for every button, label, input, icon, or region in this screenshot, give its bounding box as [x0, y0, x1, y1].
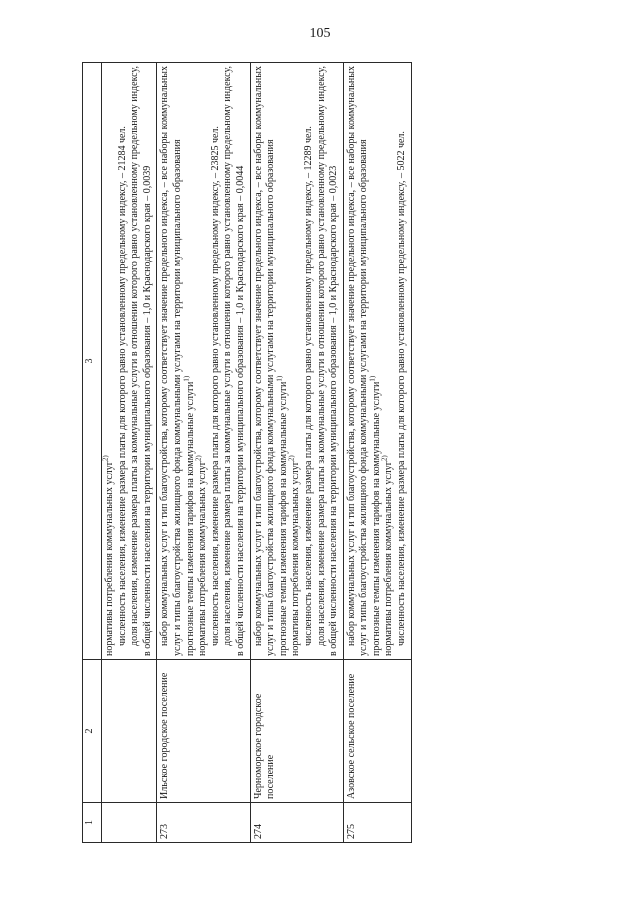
rotated-table-frame: [82, 63, 603, 843]
row-detail-line: набор коммунальных услуг и тип благоустройства, которому соответствует значение предельного индекса, – все наборы коммунальных услуг и типы благоустройства жилищного фонда коммунальными услугами на территории муниципального образования: [159, 66, 183, 656]
row-detail-line: прогнозные темпы изменения тарифов на коммунальные услуги: [370, 381, 382, 656]
footnote-mark: 2): [101, 455, 110, 462]
row-detail-line: нормативы потребления коммунальных услуг: [197, 461, 209, 656]
row-details-cell: [157, 63, 250, 660]
footnote-mark: 2): [381, 455, 390, 462]
settlement-name-cell: [102, 660, 157, 803]
table-row: [250, 63, 343, 843]
footnote-mark: 2): [287, 455, 296, 462]
row-detail-line: доля населения, изменение размера платы за коммунальные услуги в отношении которого равно установленному предельному индексу, в общей численности населения на территории муниципального образования – 1,0 и Краснодарского края – 0,0039: [129, 66, 153, 656]
row-number-cell: 273: [157, 803, 250, 843]
settlement-name-cell: Азовское сельское поселение: [343, 660, 411, 803]
row-detail-line: доля населения, изменение размера платы за коммунальные услуги в отношении которого равно установленному предельному индексу, в общей численности населения на территории муниципального образования – 1,0 и Краснодарского края – 0,0044: [222, 66, 246, 656]
row-detail-line: прогнозные темпы изменения тарифов на коммунальные услуги: [277, 381, 289, 656]
header-col-2: 2: [83, 660, 102, 803]
row-detail-line: прогнозные темпы изменения тарифов на коммунальные услуги: [184, 381, 196, 656]
footnote-mark: 2): [194, 455, 203, 462]
row-details-cell: [343, 63, 411, 660]
table-row-continuation: [102, 63, 157, 843]
settlement-name-cell: Черноморское городское поселение: [250, 660, 343, 803]
row-details-cell: [250, 63, 343, 660]
municipal-index-table: [82, 62, 412, 843]
footnote-mark: 1): [368, 375, 377, 382]
row-number-cell: [102, 803, 157, 843]
row-detail-line: нормативы потребления коммунальных услуг: [290, 461, 302, 656]
settlement-name-cell: Ильское городское поселение: [157, 660, 250, 803]
table-row: [157, 63, 250, 843]
table-row: [343, 63, 411, 843]
row-number-cell: 275: [343, 803, 411, 843]
table-header-row: [83, 63, 102, 843]
row-detail-line: нормативы потребления коммунальных услуг: [104, 461, 115, 656]
row-detail-line: численность населения, изменение размера платы для которого равно установленному предельному индексу, – 23825 чел.: [209, 126, 221, 646]
header-col-1: 1: [83, 803, 102, 843]
row-detail-line: численность населения, изменение размера платы для которого равно установленному предельному индексу, – 5022 чел.: [396, 131, 408, 646]
row-detail-line: набор коммунальных услуг и тип благоустройства, которому соответствует значение предельного индекса, – все наборы коммунальных услуг и типы благоустройства жилищного фонда коммунальными услугами на территории муниципального образования: [252, 66, 277, 656]
row-number-cell: 274: [250, 803, 343, 843]
row-detail-line: нормативы потребления коммунальных услуг: [383, 461, 395, 656]
footnote-mark: 1): [275, 375, 284, 382]
row-detail-line: доля населения, изменение размера платы за коммунальные услуги в отношении которого равно установленному предельному индексу, в общей численности населения на территории муниципального образования – 1,0 и Краснодарского края – 0,0023: [315, 66, 340, 656]
row-detail-line: численность населения, изменение размера платы для которого равно установленному предельному индексу, – 21284 чел.: [116, 126, 128, 646]
rotated-table-container: [82, 63, 603, 843]
row-detail-line: набор коммунальных услуг и тип благоустройства, которому соответствует значение предельного индекса, – все наборы коммунальных услуг и типы благоустройства жилищного фонда коммунальными услугами на территории муниципального образования: [345, 66, 370, 656]
page-number: 105: [309, 26, 331, 41]
header-col-3: 3: [83, 63, 102, 660]
row-detail-line: численность населения, изменение размера платы для которого равно установленному предельному индексу, – 12289 чел.: [302, 126, 314, 646]
footnote-mark: 1): [182, 375, 191, 382]
row-details-cell: [102, 63, 157, 660]
